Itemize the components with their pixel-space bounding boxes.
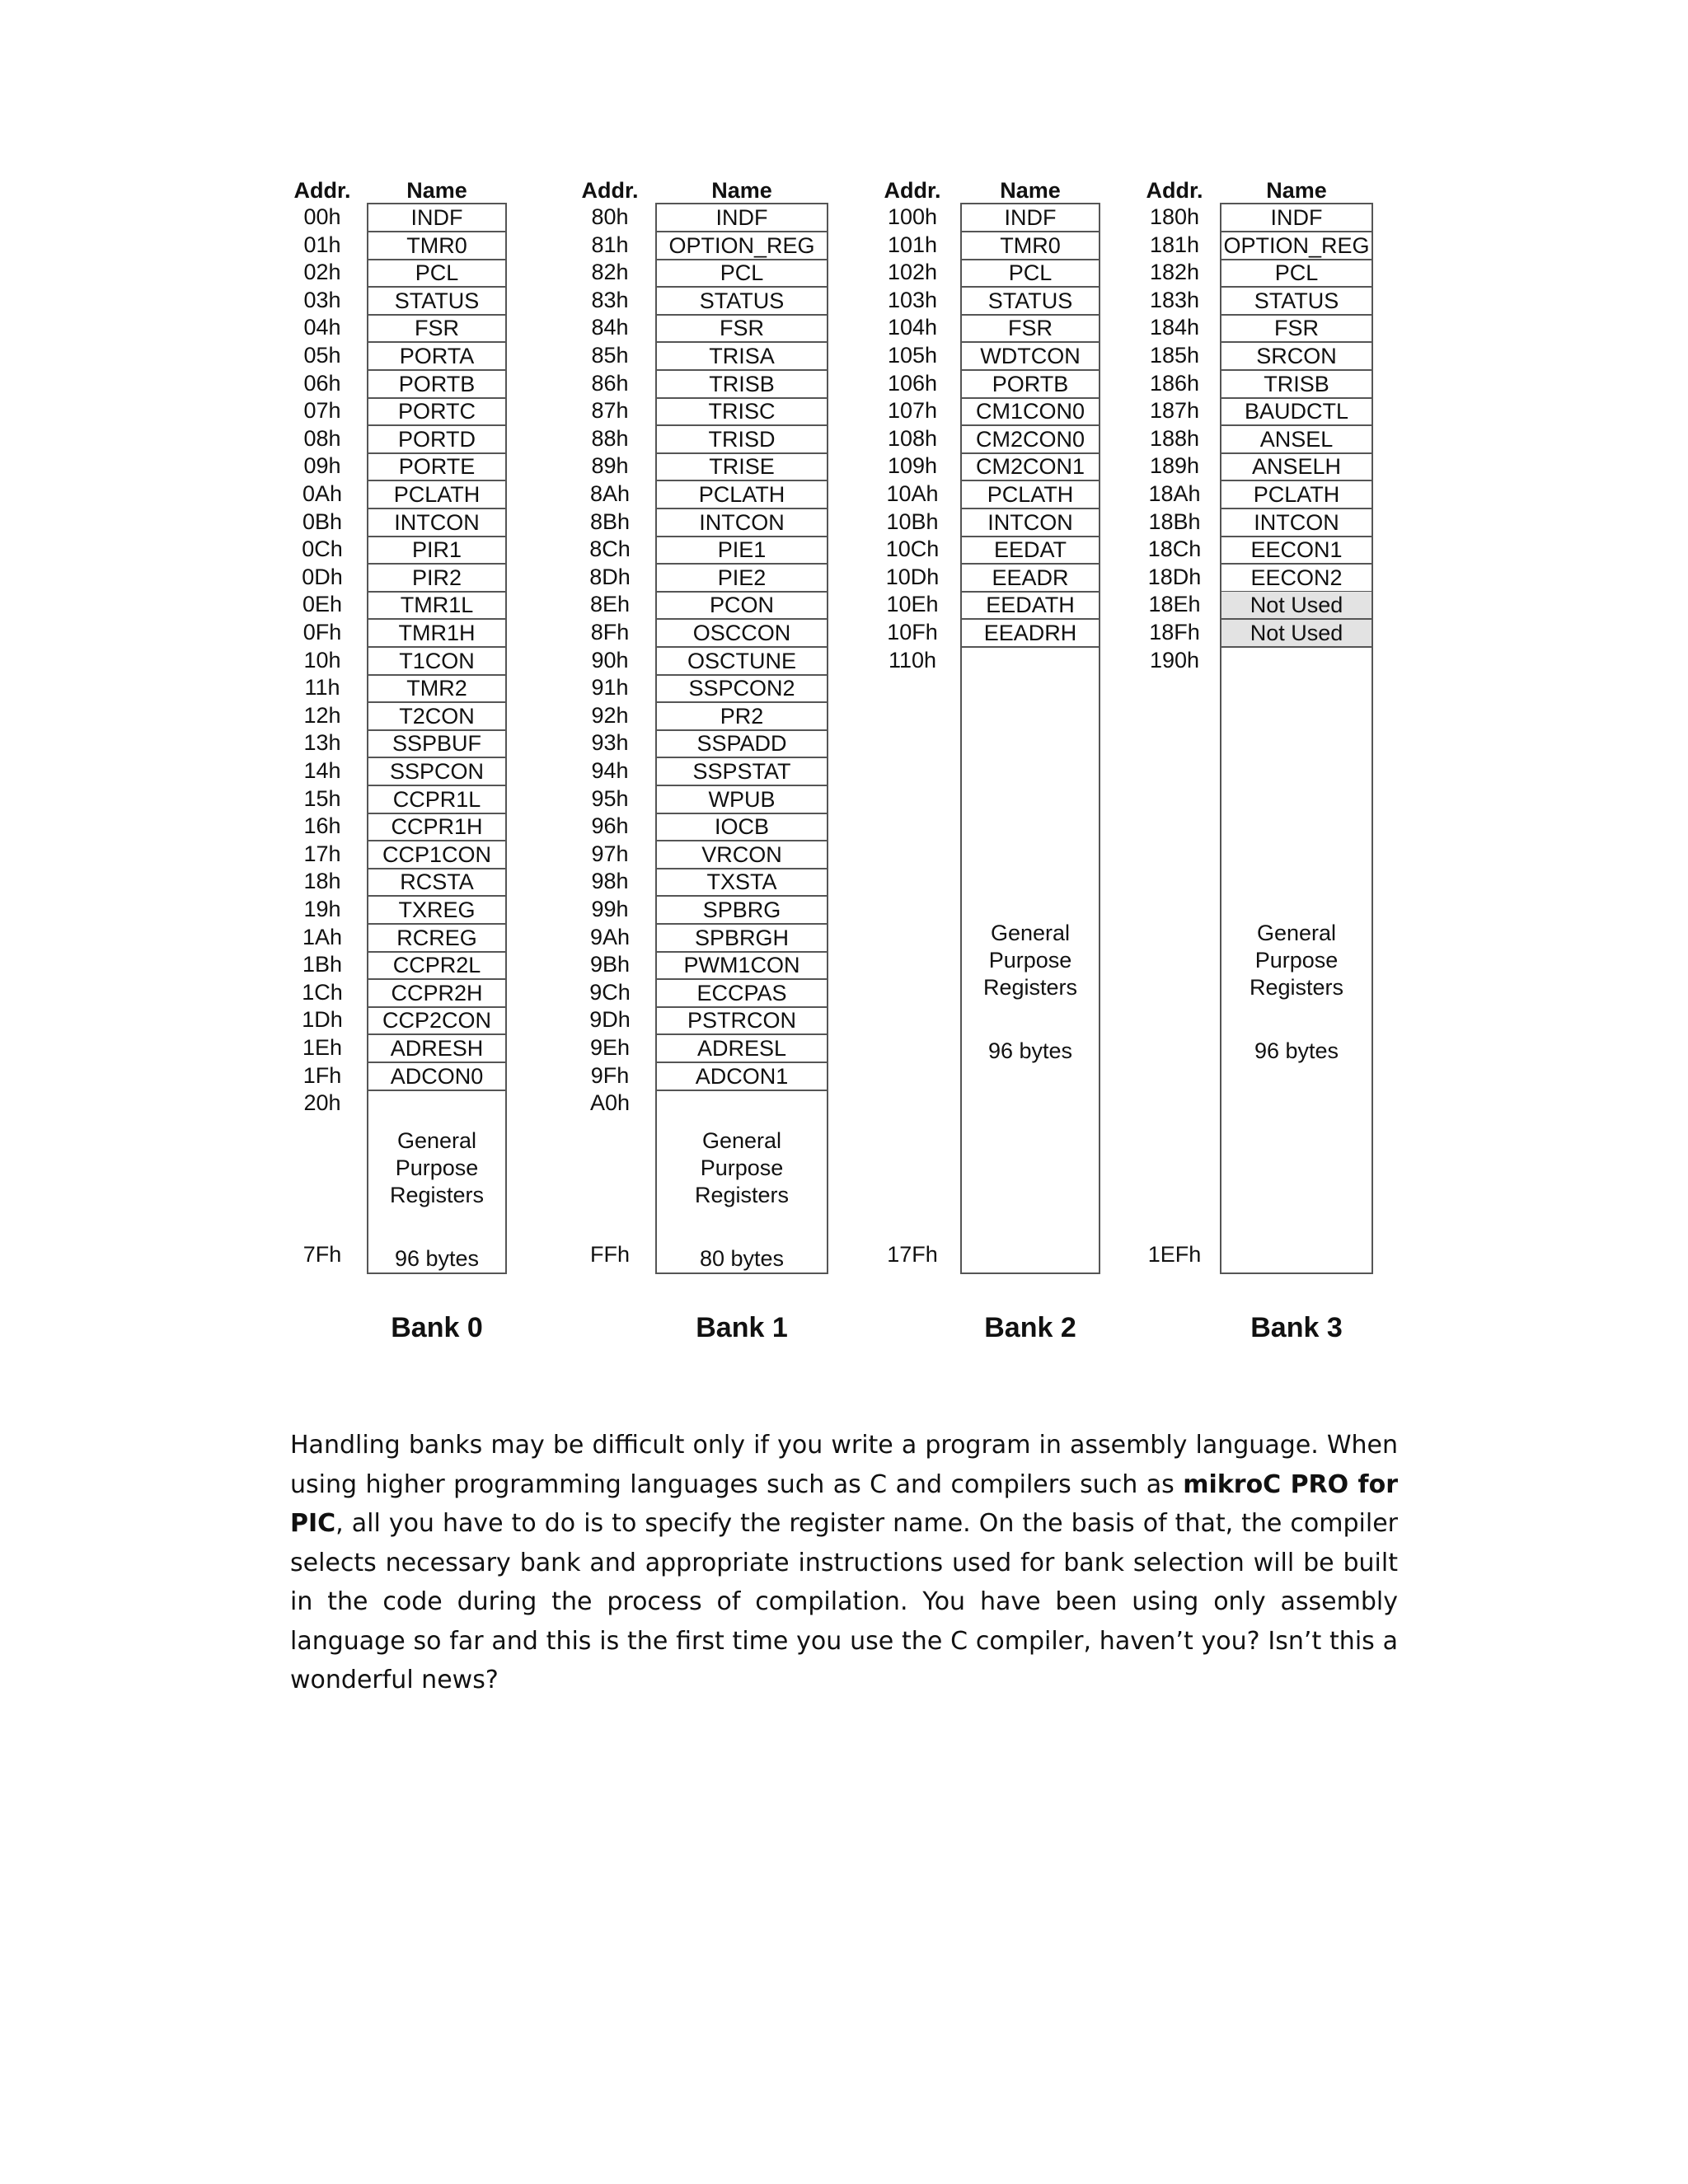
register-name: Not Used xyxy=(1221,592,1372,620)
register-address: 106h xyxy=(887,370,938,396)
register-name: PCON xyxy=(657,592,827,620)
gpr-size: 96 bytes xyxy=(987,1038,1073,1063)
register-name: OPTION_REG xyxy=(1221,232,1372,260)
register-address: 00h xyxy=(303,204,341,229)
register-name: CM2CON0 xyxy=(962,426,1099,454)
register-name: SPBRG xyxy=(657,897,827,925)
register-name: PCLATH xyxy=(368,481,505,509)
register-name: CCPR1L xyxy=(368,786,505,814)
register-address: 05h xyxy=(303,343,341,368)
register-address: 185h xyxy=(1149,343,1200,368)
register-name: CCPR1H xyxy=(368,813,505,841)
register-name: WDTCON xyxy=(962,343,1099,371)
register-address: 1Ch xyxy=(302,979,343,1005)
gpr-end-address: 1EFh xyxy=(1147,1242,1202,1267)
register-name: PIE2 xyxy=(657,565,827,593)
register-address: 10Dh xyxy=(885,564,940,589)
register-address: 85h xyxy=(591,343,629,368)
gpr-start-address: 110h xyxy=(888,647,937,673)
register-name: SSPCON2 xyxy=(657,675,827,703)
register-name: PCLATH xyxy=(1221,481,1372,509)
register-address: 83h xyxy=(591,287,629,312)
register-address: 9Fh xyxy=(590,1062,630,1088)
register-address: 1Eh xyxy=(302,1035,343,1060)
gpr-label-line: Purpose xyxy=(1254,947,1339,972)
register-address: 95h xyxy=(591,785,629,811)
register-address: 12h xyxy=(303,702,341,728)
register-name: TMR1L xyxy=(368,592,505,620)
register-name: VRCON xyxy=(657,841,827,869)
register-name: PCLATH xyxy=(962,481,1099,509)
register-address: 183h xyxy=(1149,287,1200,312)
gpr-label-line: General xyxy=(990,920,1071,945)
register-name: CM1CON0 xyxy=(962,398,1099,426)
register-address: 08h xyxy=(303,425,341,451)
register-name: TRISE xyxy=(657,453,827,481)
register-address: 04h xyxy=(303,315,341,340)
register-name: TRISA xyxy=(657,343,827,371)
register-address: 18Bh xyxy=(1148,509,1201,534)
register-name: PCL xyxy=(657,260,827,288)
register-name: FSR xyxy=(368,315,505,343)
register-name: ADRESH xyxy=(368,1035,505,1063)
register-address: 18Ch xyxy=(1147,537,1202,562)
register-address: 9Bh xyxy=(589,952,631,977)
register-address: 0Ah xyxy=(302,481,343,506)
register-name: STATUS xyxy=(962,288,1099,316)
register-name: PIR1 xyxy=(368,537,505,565)
register-address: 97h xyxy=(591,841,629,866)
register-name: SSPCON xyxy=(368,758,505,786)
register-name: ADCON0 xyxy=(368,1063,505,1091)
register-address: 18Ah xyxy=(1148,481,1201,506)
register-address: 0Fh xyxy=(302,620,342,644)
addr-header: Addr. xyxy=(1146,178,1203,203)
register-name: ANSEL xyxy=(1221,426,1372,454)
gpr-label-line: Purpose xyxy=(395,1155,479,1181)
name-header: Name xyxy=(406,178,467,203)
gpr-label-line: Registers xyxy=(982,974,1078,1000)
gpr-label-line: General xyxy=(1256,920,1337,945)
register-address: 18h xyxy=(303,869,341,894)
register-address: 02h xyxy=(303,260,341,285)
gpr-label xyxy=(1221,920,1372,1065)
register-address: 9Dh xyxy=(589,1007,631,1033)
bank-title: Bank 1 xyxy=(696,1312,788,1343)
register-name: SRCON xyxy=(1221,343,1372,371)
register-name: BAUDCTL xyxy=(1221,398,1372,426)
register-name: INDF xyxy=(657,204,827,232)
register-name: Not Used xyxy=(1221,620,1372,648)
register-address: 9Ch xyxy=(589,979,631,1005)
gpr-size: 96 bytes xyxy=(1254,1038,1339,1063)
register-name: SPBRGH xyxy=(657,925,827,953)
register-address: 186h xyxy=(1149,370,1200,396)
register-name: T1CON xyxy=(368,648,505,676)
register-name: INDF xyxy=(1221,204,1372,232)
register-name: INTCON xyxy=(368,509,505,537)
gpr-start-address: 190h xyxy=(1149,647,1200,673)
register-address: 10Ch xyxy=(885,537,940,562)
register-address: 91h xyxy=(591,675,629,701)
register-address: 10h xyxy=(303,647,341,673)
register-address: 108h xyxy=(887,425,938,451)
addr-header: Addr. xyxy=(581,178,639,203)
register-address: 102h xyxy=(887,260,938,285)
register-name: STATUS xyxy=(368,288,505,316)
paragraph-text-2: , all you have to do is to specify the register name. On the basis of that, the compiler selects necessary bank and appropriate instructions used for bank selection will be built in the code during the process of compilation. You have been using only assembly language so far and this is the first time you use the C compiler, haven’t you? Isn’t this a wonderful news? xyxy=(290,1509,1398,1694)
register-address: 03h xyxy=(303,287,341,312)
register-address: 99h xyxy=(591,897,629,921)
register-name: TRISB xyxy=(1221,371,1372,399)
register-name: ECCPAS xyxy=(657,980,827,1008)
register-address: 15h xyxy=(303,785,341,811)
register-name: OPTION_REG xyxy=(657,232,827,260)
gpr-spacer xyxy=(1221,1001,1372,1038)
register-name: PORTB xyxy=(368,371,505,399)
register-address: 103h xyxy=(887,287,938,312)
register-address: 82h xyxy=(591,260,629,285)
register-name: EEDAT xyxy=(962,537,1099,565)
register-address: 10Fh xyxy=(887,620,938,644)
register-name: SSPSTAT xyxy=(657,758,827,786)
register-address: 189h xyxy=(1149,453,1200,479)
gpr-start-address: A0h xyxy=(589,1090,631,1116)
register-name: PCL xyxy=(1221,260,1372,288)
register-name: TXREG xyxy=(368,897,505,925)
register-address: 109h xyxy=(887,453,938,479)
gpr-size: 80 bytes xyxy=(699,1246,785,1272)
register-table xyxy=(1220,203,1373,1274)
register-address: 14h xyxy=(303,758,341,783)
name-header: Name xyxy=(1266,178,1327,203)
register-name: SSPADD xyxy=(657,730,827,758)
register-name: PORTB xyxy=(962,371,1099,399)
register-name: PR2 xyxy=(657,703,827,731)
register-name: PCLATH xyxy=(657,481,827,509)
register-address: 89h xyxy=(591,453,629,479)
register-address: 10Ah xyxy=(886,481,939,506)
register-name: CCPR2H xyxy=(368,980,505,1008)
register-address: 06h xyxy=(303,370,341,396)
name-header: Name xyxy=(1000,178,1061,203)
register-address: 8Dh xyxy=(589,564,631,589)
register-address: 181h xyxy=(1149,232,1200,257)
register-name: PORTE xyxy=(368,453,505,481)
bank-title: Bank 0 xyxy=(391,1312,483,1343)
register-name: EECON1 xyxy=(1221,537,1372,565)
register-address: 9Eh xyxy=(589,1035,631,1060)
register-name: PORTA xyxy=(368,343,505,371)
register-address: 18Dh xyxy=(1147,564,1202,589)
register-name: SSPBUF xyxy=(368,730,505,758)
register-address: 98h xyxy=(591,869,629,894)
register-address: 96h xyxy=(591,813,629,839)
register-address: 13h xyxy=(303,730,341,756)
register-name: PCL xyxy=(368,260,505,288)
paragraph-text-1: Handling banks may be difficult only if you write a program in assembly language. When using higher programming languages such as C and compilers such as xyxy=(290,1431,1398,1499)
register-address: 93h xyxy=(591,730,629,756)
register-address: 18Eh xyxy=(1148,592,1201,617)
register-name: INDF xyxy=(368,204,505,232)
register-name: CCP1CON xyxy=(368,841,505,869)
register-name: TMR0 xyxy=(962,232,1099,260)
register-address: 8Ch xyxy=(589,537,631,562)
addr-header: Addr. xyxy=(293,178,351,203)
register-address: 84h xyxy=(591,315,629,340)
register-address: 0Dh xyxy=(302,564,343,589)
register-address: 1Fh xyxy=(302,1062,342,1088)
register-name: OSCTUNE xyxy=(657,648,827,676)
register-address: 86h xyxy=(591,370,629,396)
register-name: INTCON xyxy=(962,509,1099,537)
register-address: 8Bh xyxy=(589,509,631,534)
register-address: 09h xyxy=(303,453,341,479)
bank-title: Bank 2 xyxy=(984,1312,1076,1343)
register-address: 87h xyxy=(591,398,629,424)
register-address: 184h xyxy=(1149,315,1200,340)
register-address: 07h xyxy=(303,398,341,424)
gpr-label-line: General xyxy=(396,1128,477,1154)
register-name: FSR xyxy=(962,315,1099,343)
register-address: 17h xyxy=(303,841,341,866)
register-name: PWM1CON xyxy=(657,952,827,980)
register-name: TRISD xyxy=(657,426,827,454)
register-name: EEADR xyxy=(962,565,1099,593)
register-address: 94h xyxy=(591,758,629,783)
register-name: PORTC xyxy=(368,398,505,426)
register-name: INTCON xyxy=(1221,509,1372,537)
register-address: 182h xyxy=(1149,260,1200,285)
register-name: WPUB xyxy=(657,786,827,814)
addr-header: Addr. xyxy=(884,178,941,203)
register-address: 88h xyxy=(591,425,629,451)
register-address: 187h xyxy=(1149,398,1200,424)
register-name: CCP2CON xyxy=(368,1007,505,1035)
register-address: 101h xyxy=(887,232,938,257)
gpr-size: 96 bytes xyxy=(394,1246,480,1272)
register-name: INTCON xyxy=(657,509,827,537)
gpr-end-address: 17Fh xyxy=(887,1242,938,1267)
register-address: 0Bh xyxy=(302,509,343,534)
register-address: 107h xyxy=(887,398,938,424)
register-name: FSR xyxy=(657,315,827,343)
register-name: TMR1H xyxy=(368,620,505,648)
register-address: 105h xyxy=(887,343,938,368)
register-name: FSR xyxy=(1221,315,1372,343)
register-address: 90h xyxy=(591,647,629,673)
register-address: 8Ah xyxy=(589,481,631,506)
register-name: CM2CON1 xyxy=(962,453,1099,481)
register-address: 104h xyxy=(887,315,938,340)
register-address: 0Eh xyxy=(302,592,343,617)
name-header: Name xyxy=(711,178,772,203)
register-address: 100h xyxy=(887,204,938,229)
bank-title: Bank 3 xyxy=(1250,1312,1343,1343)
register-name: TRISB xyxy=(657,371,827,399)
register-name: PSTRCON xyxy=(657,1007,827,1035)
register-name: IOCB xyxy=(657,813,827,841)
register-address: 180h xyxy=(1149,204,1200,229)
gpr-label-line: Registers xyxy=(389,1183,485,1208)
register-name: TMR0 xyxy=(368,232,505,260)
gpr-end-address: FFh xyxy=(589,1242,630,1267)
register-name: ADCON1 xyxy=(657,1063,827,1091)
register-address: 1Dh xyxy=(302,1007,343,1033)
register-name: EEADRH xyxy=(962,620,1099,648)
register-address: 81h xyxy=(591,232,629,257)
register-address: 01h xyxy=(303,232,341,257)
register-name: PIR2 xyxy=(368,565,505,593)
register-name: TMR2 xyxy=(368,675,505,703)
register-address: 188h xyxy=(1149,425,1200,451)
register-address: 10Bh xyxy=(886,509,939,534)
register-name: EEDATH xyxy=(962,592,1099,620)
gpr-start-address: 20h xyxy=(303,1090,341,1116)
register-address: 8Fh xyxy=(590,620,630,644)
register-address: 19h xyxy=(303,897,341,921)
register-name: RCSTA xyxy=(368,869,505,897)
register-name: TRISC xyxy=(657,398,827,426)
register-name: STATUS xyxy=(1221,288,1372,316)
body-paragraph xyxy=(290,1426,1398,1700)
register-name: TXSTA xyxy=(657,869,827,897)
register-address: 9Ah xyxy=(589,924,631,949)
register-address: 16h xyxy=(303,813,341,839)
register-name: ADRESL xyxy=(657,1035,827,1063)
register-name: CCPR2L xyxy=(368,952,505,980)
register-name: INDF xyxy=(962,204,1099,232)
register-name: EECON2 xyxy=(1221,565,1372,593)
register-name: STATUS xyxy=(657,288,827,316)
gpr-label-line: Registers xyxy=(694,1183,790,1208)
paragraph-bold-product: mikroC PRO for PIC xyxy=(290,1469,1398,1538)
gpr-label-line: Registers xyxy=(1249,974,1344,1000)
register-name: PORTD xyxy=(368,426,505,454)
gpr-label-line: General xyxy=(701,1128,782,1154)
register-name: OSCCON xyxy=(657,620,827,648)
gpr-end-address: 7Fh xyxy=(302,1242,342,1267)
register-address: 0Ch xyxy=(302,537,343,562)
register-address: 92h xyxy=(591,702,629,728)
register-address: 8Eh xyxy=(589,592,631,617)
register-address: 18Fh xyxy=(1149,620,1200,644)
register-name: ANSELH xyxy=(1221,453,1372,481)
register-address: 11h xyxy=(304,675,340,701)
register-address: 1Bh xyxy=(302,952,343,977)
gpr-label-line: Purpose xyxy=(988,947,1072,972)
register-name: PCL xyxy=(962,260,1099,288)
register-address: 10Eh xyxy=(886,592,939,617)
register-name: RCREG xyxy=(368,925,505,953)
register-address: 1Ah xyxy=(302,924,343,949)
register-address: 80h xyxy=(591,204,629,229)
register-name: PIE1 xyxy=(657,537,827,565)
register-name: T2CON xyxy=(368,703,505,731)
gpr-label-line: Purpose xyxy=(700,1155,784,1181)
